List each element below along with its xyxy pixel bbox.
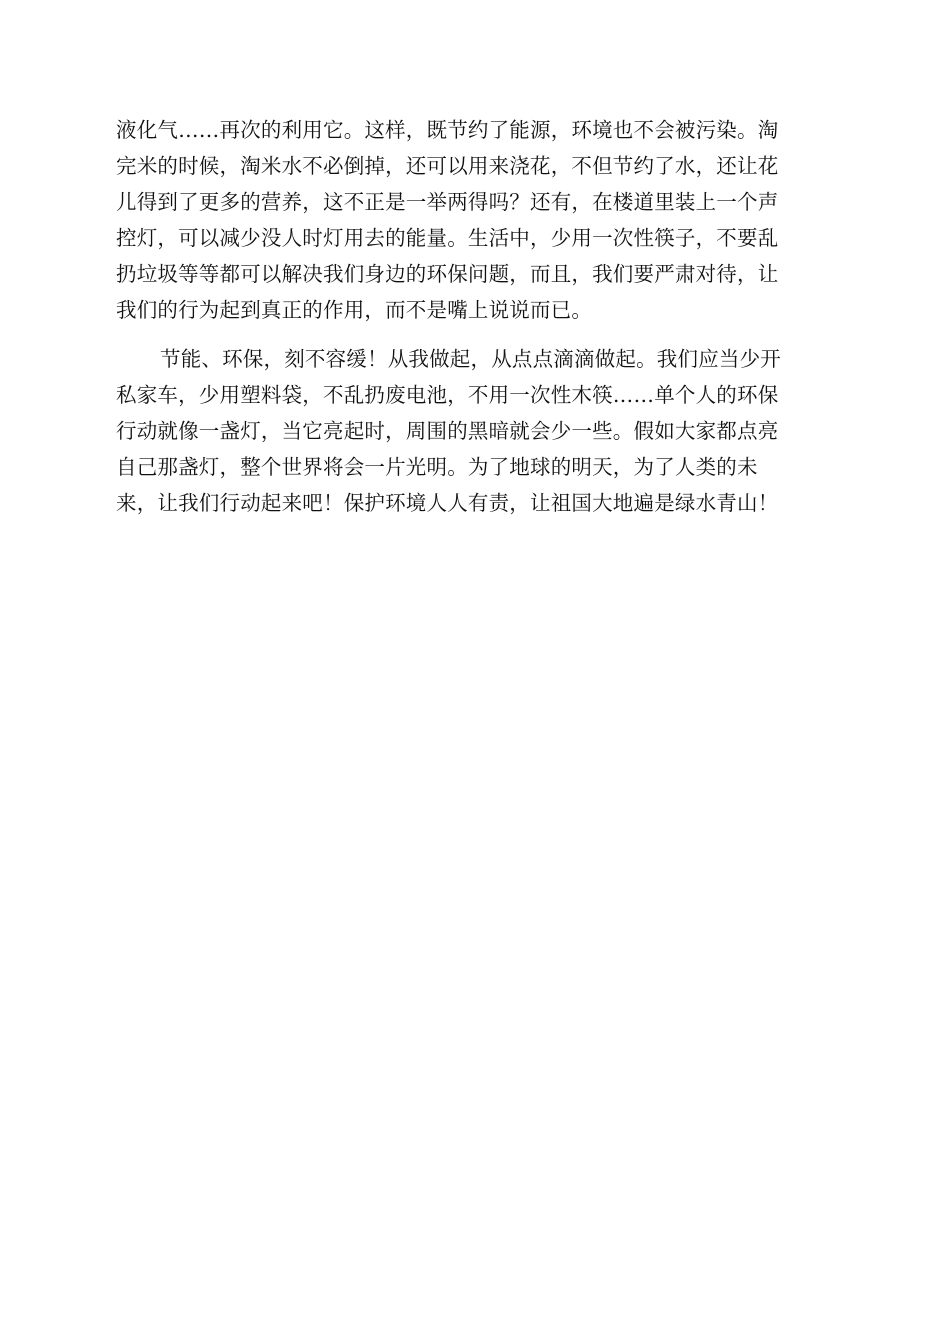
paragraph-line: 节能、环保，刻不容缓！从我做起，从点点滴滴做起。我们应当少开 — [160, 347, 781, 371]
paragraph-spacing — [116, 328, 838, 341]
paragraph-line: 扔垃圾等等都可以解决我们身边的环保问题，而且，我们要严肃对待，让 — [116, 262, 779, 286]
paragraph-line: 自己那盏灯，整个世界将会一片光明。为了地球的明天，为了人类的未 — [116, 455, 758, 479]
paragraph-line: 儿得到了更多的营养，这不正是一举两得吗？还有，在楼道里装上一个声 — [116, 190, 779, 214]
paragraph-line: 完米的时候，淘米水不必倒掉，还可以用来浇花，不但节约了水，还让花 — [116, 154, 779, 178]
paragraph-line: 控灯，可以减少没人时灯用去的能量。生活中，少用一次性筷子，不要乱 — [116, 226, 779, 250]
paragraph-1 — [116, 112, 838, 328]
paragraph-line: 私家车，少用塑料袋，不乱扔废电池，不用一次性木筷……单个人的环保 — [116, 383, 779, 407]
paragraph-line: 行动就像一盏灯，当它亮起时，周围的黑暗就会少一些。假如大家都点亮 — [116, 419, 779, 443]
document-body — [116, 112, 838, 521]
paragraph-line: 来，让我们行动起来吧！保护环境人人有责，让祖国大地遍是绿水青山！ — [116, 491, 779, 515]
paragraph-line: 液化气……再次的利用它。这样，既节约了能源，环境也不会被污染。淘 — [116, 118, 779, 142]
paragraph-2 — [116, 341, 838, 521]
paragraph-line: 我们的行为起到真正的作用，而不是嘴上说说而已。 — [116, 298, 593, 322]
